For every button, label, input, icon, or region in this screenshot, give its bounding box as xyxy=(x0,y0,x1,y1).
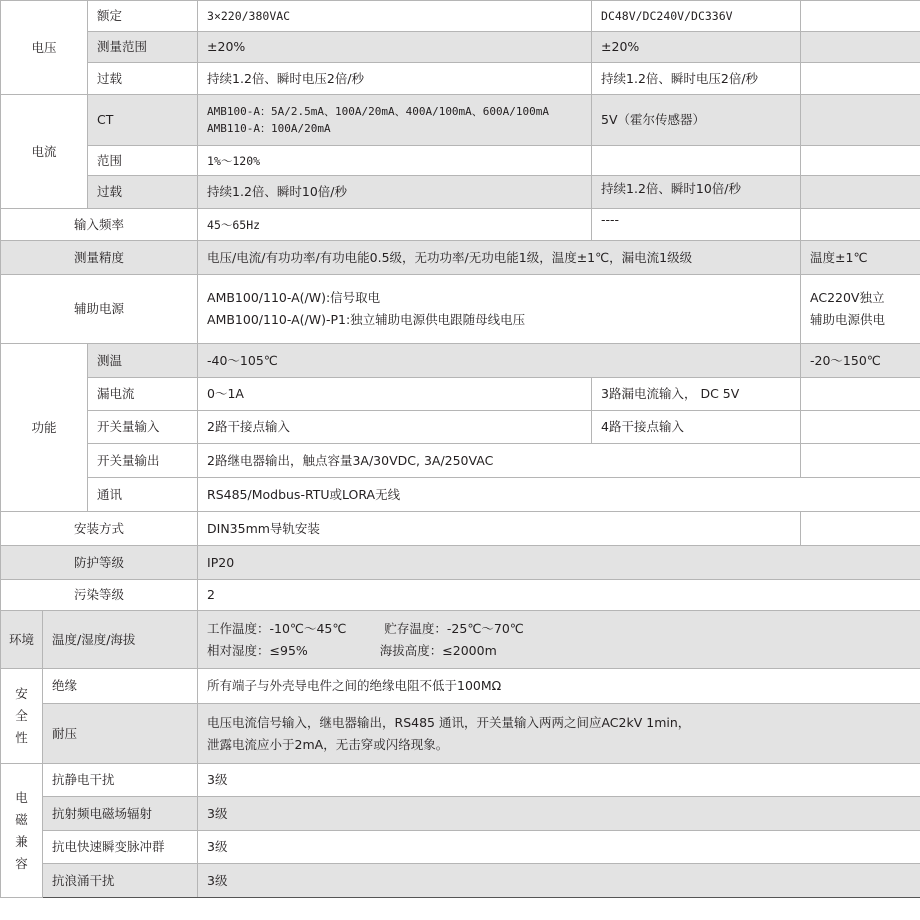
emc-surge-row xyxy=(1,864,920,898)
frequency-extra xyxy=(801,209,920,241)
safety-insulation-value: 所有端子与外壳导电件之间的绝缘电阻不低于100MΩ xyxy=(198,669,920,704)
pollution-value: 2 xyxy=(198,580,920,611)
voltage-rated-row xyxy=(1,1,920,32)
function-switch-in-label: 开关量输入 xyxy=(88,411,198,444)
function-temp-label: 测温 xyxy=(88,344,198,378)
emc-group-char-4: 容 xyxy=(15,855,28,871)
accuracy-label: 测量精度 xyxy=(1,241,198,275)
function-comm-value: RS485/Modbus-RTU或LORA无线 xyxy=(198,478,920,512)
aux-power-line-1: AMB100/110-A(/W):信号取电 xyxy=(207,290,381,305)
voltage-range-label: 测量范围 xyxy=(88,32,198,63)
voltage-overload-row xyxy=(1,63,920,95)
function-switch-in-extra xyxy=(801,411,920,444)
voltage-overload-label: 过载 xyxy=(88,63,198,95)
function-switch-out-extra xyxy=(801,444,920,478)
current-range-value: 1%～120% xyxy=(198,146,592,176)
environment-label: 温度/湿度/海拔 xyxy=(43,611,198,669)
safety-group-char-2: 全 xyxy=(15,708,28,723)
voltage-rated-label: 额定 xyxy=(88,1,198,32)
environment-altitude: 海拔高度：≤2000m xyxy=(379,642,497,658)
emc-eft-row xyxy=(1,831,920,864)
emc-surge-label: 抗浪涌干扰 xyxy=(43,864,198,898)
function-temp-row xyxy=(1,344,920,378)
emc-rf-row xyxy=(1,797,920,831)
aux-power-label: 辅助电源 xyxy=(1,275,198,344)
protection-row xyxy=(1,546,920,580)
voltage-overload-extra xyxy=(801,63,920,95)
protection-value: IP20 xyxy=(198,546,920,580)
frequency-row xyxy=(1,209,920,241)
accuracy-extra: 温度±1℃ xyxy=(801,241,920,275)
safety-insulation-label: 绝缘 xyxy=(43,669,198,704)
environment-line-2 xyxy=(207,640,911,662)
install-value: DIN35mm导轨安装 xyxy=(198,512,801,546)
function-leakage-extra xyxy=(801,378,920,411)
aux-power-extra-line-2: 辅助电源供电 xyxy=(810,312,886,327)
emc-surge-value: 3级 xyxy=(198,864,920,898)
environment-storage-temp: 贮存温度：-25℃～70℃ xyxy=(384,620,524,636)
emc-eft-label: 抗电快速瞬变脉冲群 xyxy=(43,831,198,864)
voltage-range-row xyxy=(1,32,920,63)
emc-group-char-2: 磁 xyxy=(15,811,28,827)
current-ct-line-1: AMB100-A：5A/2.5mA、100A/20mA、400A/100mA、600A/100mA xyxy=(207,105,550,118)
accuracy-row xyxy=(1,241,920,275)
emc-group-label xyxy=(1,764,43,898)
safety-withstand-label: 耐压 xyxy=(43,704,198,764)
function-leakage-label: 漏电流 xyxy=(88,378,198,411)
aux-power-extra-line-1: AC220V独立 xyxy=(810,290,885,305)
aux-power-value xyxy=(198,275,801,344)
current-range-label: 范围 xyxy=(88,146,198,176)
current-range-row xyxy=(1,146,920,176)
emc-esd-row xyxy=(1,764,920,797)
install-row xyxy=(1,512,920,546)
current-overload-row xyxy=(1,176,920,209)
voltage-rated-dc-value: DC48V/DC240V/DC336V xyxy=(592,1,801,32)
function-switch-in-dc-value: 4路干接点输入 xyxy=(592,411,801,444)
install-extra xyxy=(801,512,920,546)
safety-group-char-1: 安 xyxy=(15,686,28,701)
environment-line-1 xyxy=(207,618,911,640)
function-switch-in-row xyxy=(1,411,920,444)
voltage-range-extra xyxy=(801,32,920,63)
current-ct-row xyxy=(1,95,920,146)
emc-rf-label: 抗射频电磁场辐射 xyxy=(43,797,198,831)
aux-power-row xyxy=(1,275,920,344)
function-switch-out-value: 2路继电器输出，触点容量3A/30VDC, 3A/250VAC xyxy=(198,444,801,478)
environment-work-temp: 工作温度：-10℃～45℃ xyxy=(207,620,347,636)
current-ct-hall-value: 5V（霍尔传感器） xyxy=(592,95,801,146)
current-range-extra xyxy=(801,146,920,176)
function-temp-value: -40～105℃ xyxy=(198,344,801,378)
voltage-range-dc-value: ±20% xyxy=(592,32,801,63)
emc-esd-label: 抗静电干扰 xyxy=(43,764,198,797)
frequency-label: 输入频率 xyxy=(1,209,198,241)
current-overload-value: 持续1.2倍、瞬时10倍/秒 xyxy=(198,176,592,209)
safety-withstand-line-2: 泄露电流应小于2mA，无击穿或闪络现象。 xyxy=(207,736,449,752)
voltage-overload-value: 持续1.2倍、瞬时电压2倍/秒 xyxy=(198,63,592,95)
current-group-label: 电流 xyxy=(1,95,88,209)
emc-eft-value: 3级 xyxy=(198,831,920,864)
environment-group-label: 环境 xyxy=(1,611,43,669)
voltage-range-value: ±20% xyxy=(198,32,592,63)
voltage-rated-extra xyxy=(801,1,920,32)
current-overload-extra xyxy=(801,176,920,209)
function-leakage-row xyxy=(1,378,920,411)
pollution-row xyxy=(1,580,920,611)
voltage-overload-dc-value: 持续1.2倍、瞬时电压2倍/秒 xyxy=(592,63,801,95)
frequency-dc-value: ---- xyxy=(592,209,801,241)
aux-power-extra xyxy=(801,275,920,344)
function-comm-label: 通讯 xyxy=(88,478,198,512)
function-group-label: 功能 xyxy=(1,344,88,512)
function-switch-in-value: 2路干接点输入 xyxy=(198,411,592,444)
voltage-rated-value: 3×220/380VAC xyxy=(198,1,592,32)
function-switch-out-row xyxy=(1,444,920,478)
environment-value xyxy=(198,611,920,669)
function-temp-extra: -20～150℃ xyxy=(801,344,920,378)
emc-group-char-3: 兼 xyxy=(15,833,28,849)
current-ct-value xyxy=(198,95,592,146)
emc-group-char-1: 电 xyxy=(15,789,28,805)
current-ct-label: CT xyxy=(88,95,198,146)
emc-rf-value: 3级 xyxy=(198,797,920,831)
voltage-group-label: 电压 xyxy=(1,1,88,95)
aux-power-line-2: AMB100/110-A(/W)-P1:独立辅助电源供电跟随母线电压 xyxy=(207,312,526,327)
install-label: 安装方式 xyxy=(1,512,198,546)
safety-withstand-value xyxy=(198,704,920,764)
current-range-dc-value xyxy=(592,146,801,176)
safety-withstand-row xyxy=(1,704,920,764)
accuracy-value: 电压/电流/有功功率/有功电能0.5级，无功功率/无功电能1级，温度±1℃，漏电流1级级 xyxy=(198,241,801,275)
safety-group-label xyxy=(1,669,43,764)
function-switch-out-label: 开关量输出 xyxy=(88,444,198,478)
pollution-label: 污染等级 xyxy=(1,580,198,611)
protection-label: 防护等级 xyxy=(1,546,198,580)
function-leakage-value: 0～1A xyxy=(198,378,592,411)
current-ct-extra xyxy=(801,95,920,146)
current-ct-line-2: AMB110-A：100A/20mA xyxy=(207,122,331,135)
environment-humidity: 相对湿度：≤95% xyxy=(207,642,308,658)
safety-insulation-row xyxy=(1,669,920,704)
current-overload-label: 过载 xyxy=(88,176,198,209)
emc-esd-value: 3级 xyxy=(198,764,920,797)
safety-group-char-3: 性 xyxy=(15,730,28,745)
frequency-value: 45～65Hz xyxy=(198,209,592,241)
function-leakage-dc-value: 3路漏电流输入， DC 5V xyxy=(592,378,801,411)
safety-withstand-line-1: 电压电流信号输入，继电器输出，RS485 通讯，开关量输入两两之间应AC2kV 1min， xyxy=(207,714,691,730)
current-overload-dc-value: 持续1.2倍、瞬时10倍/秒 xyxy=(592,176,801,209)
environment-row xyxy=(1,611,920,669)
function-comm-row xyxy=(1,478,920,512)
